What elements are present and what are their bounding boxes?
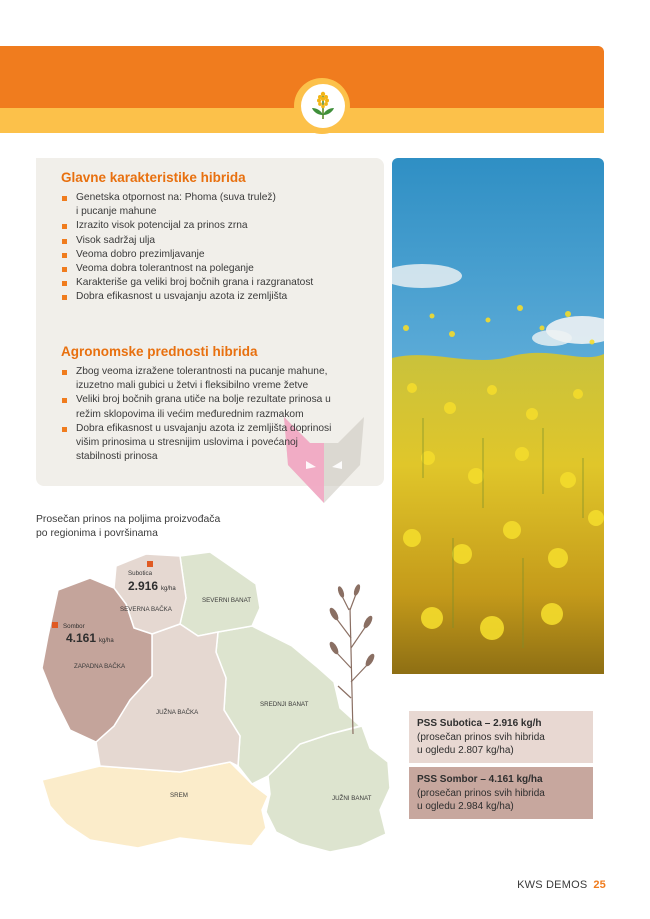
- list-item: [60, 379, 378, 393]
- sombor-marker-icon: [52, 622, 58, 628]
- list-item: [60, 450, 378, 464]
- stat-line: u ogledu 2.984 kg/ha): [417, 801, 514, 812]
- map-caption-line: Prosečan prinos na poljima proizvođača: [36, 514, 221, 525]
- region-label-juzna-backa: JUŽNA BAČKA: [156, 709, 199, 716]
- list-item-continuation: višim prinosima u stresnijim uslovima i povećanoj: [76, 437, 298, 449]
- subotica-yield-value: 2.916: [128, 579, 159, 593]
- region-srem: [42, 762, 268, 848]
- stat-box-subotica: [409, 711, 593, 763]
- advantages-title: Agronomske prednosti hibrida: [61, 344, 258, 359]
- list-item: Izrazito visok potencijal za prinos zrna: [60, 219, 378, 233]
- footer-brand: KWS DEMOS: [517, 879, 588, 891]
- sombor-yield-unit: kg/ha: [99, 638, 114, 644]
- advantages-list: [60, 365, 378, 464]
- region-label-srednji-banat: SREDNJI BANAT: [260, 701, 309, 708]
- region-label-srem: SREM: [170, 792, 188, 799]
- list-item-continuation: izuzetno mali gubici u žetvi i fleksibilno vreme žetve: [76, 380, 309, 392]
- sombor-yield-value: 4.161: [66, 631, 97, 645]
- list-item-continuation: stabilnosti prinosa: [76, 451, 158, 463]
- subotica-marker-icon: [147, 561, 153, 567]
- hybrid-info-panel: [36, 158, 384, 486]
- rapeseed-field-photo: [392, 158, 604, 674]
- stat-title: PSS Subotica – 2.916 kg/h: [417, 718, 542, 729]
- page-number: 25: [593, 879, 606, 891]
- list-item: Zbog veoma izražene tolerantnosti na pucanje mahune,: [60, 365, 378, 379]
- region-severni-banat: [180, 552, 260, 636]
- subotica-city-label: Subotica: [128, 570, 153, 577]
- stat-line: (prosečan prinos svih hibrida: [417, 731, 545, 743]
- map-caption: [36, 513, 296, 541]
- list-item: Dobra efikasnost u usvajanju azota iz zemljišta: [60, 290, 378, 304]
- list-item: Veliki broj bočnih grana utiče na bolje rezultate prinosa u: [60, 393, 378, 407]
- region-label-severna-backa: SEVERNA BAČKA: [120, 606, 172, 613]
- list-item: [60, 408, 378, 422]
- sombor-city-label: Sombor: [63, 623, 85, 630]
- characteristics-title: Glavne karakteristike hibrida: [61, 170, 246, 185]
- rapeseed-logo-icon: [301, 84, 345, 128]
- stat-line: u ogledu 2.807 kg/ha): [417, 745, 514, 756]
- list-item: Genetska otpornost na: Phoma (suva trulež): [60, 191, 378, 205]
- subotica-yield-unit: kg/ha: [161, 586, 176, 592]
- list-item: Karakteriše ga veliki broj bočnih grana i razgranatost: [60, 276, 378, 290]
- list-item: Veoma dobro prezimljavanje: [60, 248, 378, 262]
- list-item: Veoma dobra tolerantnost na poleganje: [60, 262, 378, 276]
- list-item: Visok sadržaj ulja: [60, 234, 378, 248]
- region-label-zapadna-backa: ZAPADNA BAČKA: [74, 663, 126, 670]
- characteristics-list: [60, 191, 378, 305]
- region-label-severni-banat: SEVERNI BANAT: [202, 597, 252, 604]
- stat-box-sombor: [409, 767, 593, 819]
- region-label-juzni-banat: JUŽNI BANAT: [332, 795, 372, 802]
- list-item-continuation: i pucanje mahune: [76, 206, 157, 218]
- stat-line: (prosečan prinos svih hibrida: [417, 787, 545, 799]
- map-caption-line: po regionima i površinama: [36, 528, 158, 539]
- list-item: [60, 205, 378, 219]
- page-footer: [517, 879, 606, 891]
- list-item: [60, 436, 378, 450]
- list-item: Dobra efikasnost u usvajanju azota iz zemljišta doprinosi: [60, 422, 378, 436]
- list-item-continuation: režim sklopovima ili većim međurednim razmakom: [76, 408, 304, 420]
- vojvodina-region-map: [30, 548, 400, 868]
- stat-title: PSS Sombor – 4.161 kg/ha: [417, 774, 543, 785]
